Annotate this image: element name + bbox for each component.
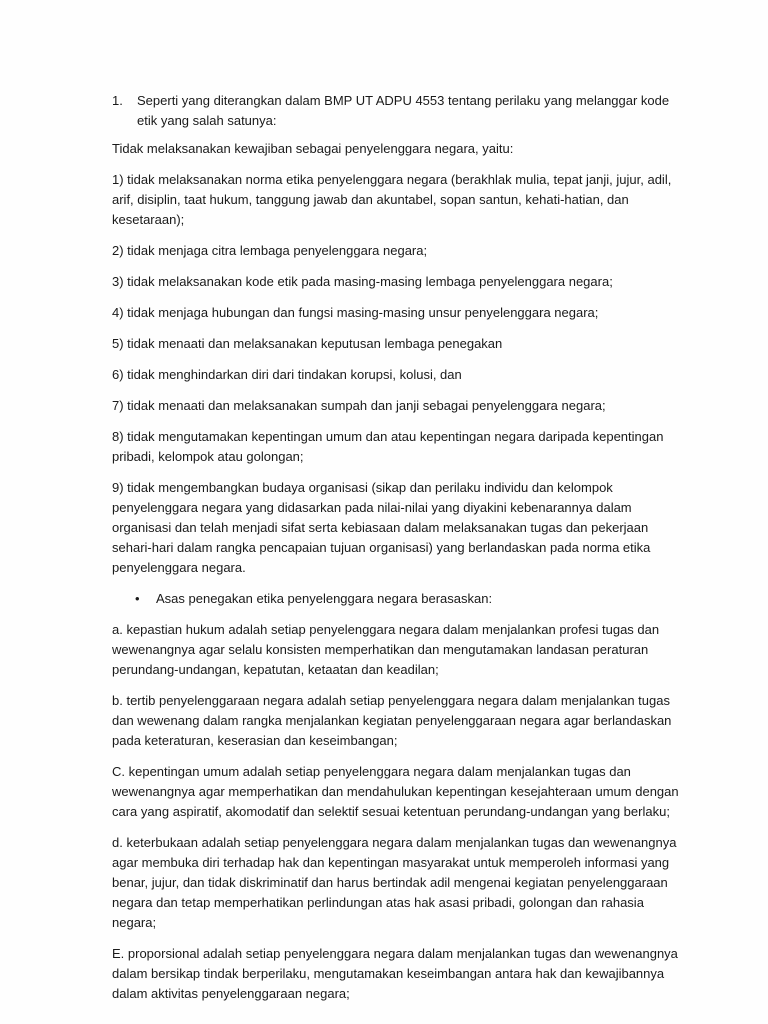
intro-paragraph: Tidak melaksanakan kewajiban sebagai penyelenggara negara, yaitu:	[112, 141, 514, 156]
item-number: 1.	[112, 93, 123, 108]
numbered-item-1	[112, 91, 682, 131]
obligation-9: 9) tidak mengembangkan budaya organisasi (sikap dan perilaku individu dan kelompok penyelenggara negara yang didasarkan pada nilai-nilai yang diyakini kebenarannya dalam organisasi dan telah menjadi sifat serta kebiasaan dalam melaksanakan tugas dan pekerjaan sehari-hari dalam rangka pencapaian tujuan organisasi) yang berlandaskan pada norma etika penyelenggara negara.	[112, 480, 651, 575]
principle-d: d. keterbukaan adalah setiap penyelenggara negara dalam menjalankan tugas dan wewenangnya agar membuka diri terhadap hak dan kepentingan masyarakat untuk memperoleh informasi yang benar, jujur, dan tidak diskriminatif dan harus bertindak adil mengenai kegiatan penyelenggaraan negara dan tetap memperhatikan perlindungan atas hak asasi pribadi, golongan dan rahasia negara;	[112, 835, 677, 930]
obligation-8: 8) tidak mengutamakan kepentingan umum dan atau kepentingan negara daripada kepentingan pribadi, kelompok atau golongan;	[112, 429, 664, 464]
obligation-7: 7) tidak menaati dan melaksanakan sumpah dan janji sebagai penyelenggara negara;	[112, 398, 606, 413]
document-body	[112, 91, 682, 1015]
obligation-5: 5) tidak menaati dan melaksanakan keputusan lembaga penegakan	[112, 336, 503, 351]
bullet-icon: •	[135, 591, 140, 606]
bullet-text: Asas penegakan etika penyelenggara negara berasaskan:	[156, 591, 493, 606]
obligation-2: 2) tidak menjaga citra lembaga penyelenggara negara;	[112, 243, 428, 258]
item-text: Seperti yang diterangkan dalam BMP UT ADPU 4553 tentang perilaku yang melanggar kode etik yang salah satunya:	[137, 93, 670, 128]
principle-b: b. tertib penyelenggaraan negara adalah setiap penyelenggara negara dalam menjalankan tugas dan wewenang dalam rangka menjalankan kegiatan penyelenggaraan negara agar berlandaskan pada keteraturan, keserasian dan keseimbangan;	[112, 693, 672, 748]
obligation-3: 3) tidak melaksanakan kode etik pada masing-masing lembaga penyelenggara negara;	[112, 274, 613, 289]
principle-e: E. proporsional adalah setiap penyelenggara negara dalam menjalankan tugas dan wewenangnya dalam bersikap tindak berperilaku, mengutamakan keseimbangan antara hak dan kewajibannya dalam aktivitas penyelenggaraan negara;	[112, 946, 678, 1001]
obligation-6: 6) tidak menghindarkan diri dari tindakan korupsi, kolusi, dan	[112, 367, 462, 382]
obligation-4: 4) tidak menjaga hubungan dan fungsi masing-masing unsur penyelenggara negara;	[112, 305, 599, 320]
principle-c: C. kepentingan umum adalah setiap penyelenggara negara dalam menjalankan tugas dan wewenangnya agar memperhatikan dan mendahulukan kepentingan kesejahteraan umum dengan cara yang aspiratif, akomodatif dan selektif sesuai ketentuan perundang-undangan yang berlaku;	[112, 764, 679, 819]
obligation-1: 1) tidak melaksanakan norma etika penyelenggara negara (berakhlak mulia, tepat janji, jujur, adil, arif, disiplin, taat hukum, tanggung jawab dan akuntabel, sopan santun, kehati-hatian, dan kesetaraan);	[112, 172, 672, 227]
bullet-item	[112, 589, 682, 609]
principle-a: a. kepastian hukum adalah setiap penyelenggara negara dalam menjalankan profesi tugas dan wewenangnya agar selalu konsisten memperhatikan dan mengutamakan landasan peraturan perundang-undangan, kepatutan, ketaatan dan keadilan;	[112, 622, 660, 677]
